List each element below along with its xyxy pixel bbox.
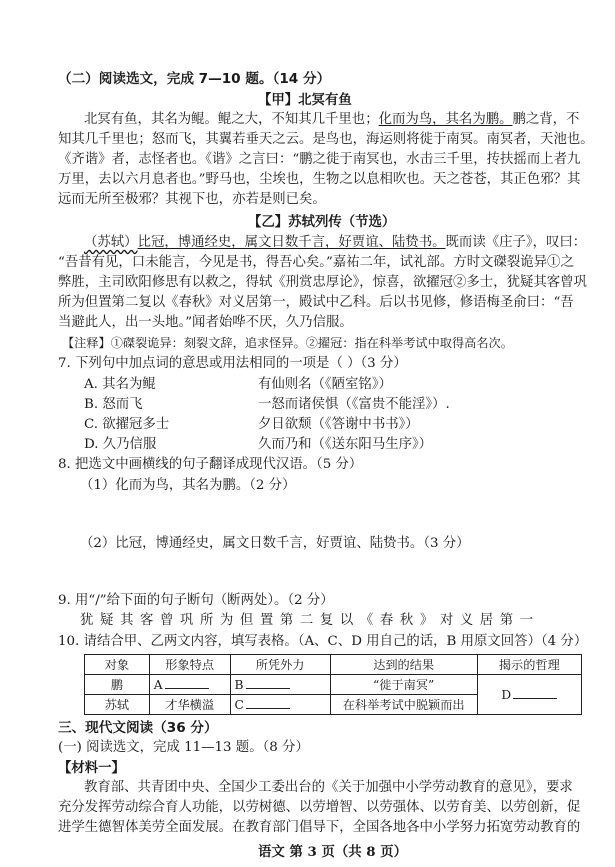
passage-jia-line-3: 《齐谐》者，志怪者也。《谐》之言曰：“鹏之徙于南冥也，水击三千里，抟扶摇而上者九 bbox=[58, 152, 581, 167]
answer-blank-a[interactable]: A bbox=[149, 675, 230, 695]
q7-option-a-compare: 有仙则名（《陋室铭》） bbox=[258, 377, 392, 392]
passage-jia-title: 【甲】北冥有鱼 bbox=[258, 92, 352, 108]
material-1-line-1: 教育部、共青团中央、全国少工委出台的《关于加强中小学劳动教育的意见》，要求 bbox=[84, 780, 573, 795]
underlined-sentence: 比冠，博通经史，属文日数千言，好贾谊、陆贽书。 bbox=[137, 235, 446, 250]
table-cell-trait: 才华横溢 bbox=[149, 695, 230, 715]
material-1-line-2: 充分发挥劳动综合育人功能，以劳树德、以劳增智、以劳强体、以劳育美、以劳创新，促 bbox=[58, 800, 581, 815]
q7-option-d-compare: 久而乃和（《送东阳马生序》） bbox=[258, 437, 433, 452]
q8-sentence-2: （2）比冠，博通经史，属文日数千言，好贾谊、陆贽书。（3 分） bbox=[80, 536, 470, 551]
q7-option-c: C. 欲擢冠多士 bbox=[84, 417, 170, 432]
table-header-cell: 对象 bbox=[85, 655, 150, 675]
annotation-note: 【注释】①磔裂诡异：刻裂文辞，追求怪异。②擢冠：指在科举考试中取得高名次。 bbox=[62, 336, 513, 350]
q10-answer-table bbox=[84, 654, 582, 715]
q7-option-a: A. 其名为鲲 bbox=[84, 377, 156, 392]
table-header-cell: 达到的结果 bbox=[330, 655, 477, 675]
question-10: 10. 请结合甲、乙两文内容，填写表格。（A、C、D 用自己的话，B 用原文回答）（4 分） bbox=[58, 634, 588, 649]
question-8: 8. 把选文中画横线的句子翻译成现代汉语。（5 分） bbox=[58, 457, 363, 472]
passage-yi-line-2: “吾昔有见，口未能言，今见是书，得吾心矣。”嘉祐二年，试礼部。方时文磔裂诡异①之 bbox=[58, 255, 574, 270]
q7-option-c-compare: 夕日欲颓（《答谢中书书》） bbox=[258, 417, 419, 432]
passage-yi-line-3: 弊胜，主司欧阳修思有以救之，得轼《刑赏忠厚论》，惊喜，欲擢冠②多士，犹疑其客曾巩 bbox=[58, 275, 587, 290]
passage-jia-line-1 bbox=[84, 111, 579, 129]
section-3-header: 三、现代文阅读（36 分） bbox=[58, 720, 218, 736]
table-cell-result: 在科举考试中脱颖而出 bbox=[330, 695, 477, 715]
passage-jia-line-4: 万里，去以六月息者也。”野马也，尘埃也，生物之以息相吹也。天之苍苍，其正色邪？其 bbox=[58, 172, 581, 187]
q9-sentence: 犹疑其客曾巩所为但置第二复以《春秋》对义居第一 bbox=[80, 613, 540, 628]
material-1-line-3: 进学生德智体美劳全面发展。在教育部门倡导下，全国各地各中小学努力拓宽劳动教育的 bbox=[58, 820, 581, 835]
q7-option-b: B. 怒而飞 bbox=[84, 397, 143, 412]
passage-yi-line-4: 所为但置第二复以《春秋》对义居第一，殿试中乙科。后以书见修，修语梅圣俞曰：“吾 bbox=[58, 295, 574, 310]
material-1-title: 【材料一】 bbox=[58, 760, 125, 776]
passage-text: 鹏之背，不 bbox=[512, 112, 580, 127]
question-9: 9. 用“/”给下面的句子断句（断两处）。（2 分） bbox=[58, 593, 334, 608]
question-7: 7. 下列句中加点词的意思或用法相同的一项是（ ）（3 分） bbox=[58, 356, 407, 371]
passage-yi-line-1 bbox=[84, 234, 586, 252]
passage-text: 既而读《庄子》，叹曰： bbox=[445, 235, 587, 250]
answer-blank-d[interactable]: D bbox=[477, 675, 581, 715]
section-2-header: （二）阅读选文，完成 7—10 题。（14 分） bbox=[58, 71, 331, 87]
answer-blank-c[interactable]: C bbox=[230, 695, 330, 715]
q8-sentence-1: （1）化而为鸟，其名为鹏。（2 分） bbox=[80, 478, 296, 493]
table-cell-object: 苏轼 bbox=[85, 695, 150, 715]
table-cell-result: “徙于南冥” bbox=[330, 675, 477, 695]
table-cell-object: 鹏 bbox=[85, 675, 150, 695]
passage-jia-line-5: 远而无所至极邪？其视下也，亦若是则已矣。 bbox=[58, 192, 326, 207]
answer-blank-b[interactable]: B bbox=[230, 675, 330, 695]
table-row bbox=[85, 675, 582, 695]
table-header-cell: 所凭外力 bbox=[230, 655, 330, 675]
subsection-1-header: (一) 阅读选文，完成 11—13 题。（8 分） bbox=[58, 740, 309, 755]
passage-jia-line-2: 知其几千里也；怒而飞，其翼若垂天之云。是鸟也，海运则将徙于南冥。南冥者，天池也。 bbox=[58, 132, 594, 147]
q7-option-b-compare: 一怒而诸侯惧（《富贵不能淫》）. bbox=[258, 397, 450, 412]
passage-text: 北冥有鱼，其名为鲲。鲲之大，不知其几千里也； bbox=[84, 112, 379, 127]
underlined-sentence: 化而为鸟，其名为鹏。 bbox=[378, 112, 513, 127]
page-footer: 语文 第 3 页（共 8 页） bbox=[258, 844, 408, 860]
passage-text: （苏轼） bbox=[84, 235, 138, 250]
table-header-cell: 揭示的哲理 bbox=[477, 655, 581, 675]
passage-yi-title: 【乙】苏轼列传（节选） bbox=[248, 214, 396, 230]
q7-option-d: D. 久乃信服 bbox=[84, 437, 157, 452]
table-header-row bbox=[85, 655, 582, 675]
table-header-cell: 形象特点 bbox=[149, 655, 230, 675]
passage-yi-line-5: 当避此人，出一头地。”闻者始哗不厌，久乃信服。 bbox=[58, 315, 353, 330]
